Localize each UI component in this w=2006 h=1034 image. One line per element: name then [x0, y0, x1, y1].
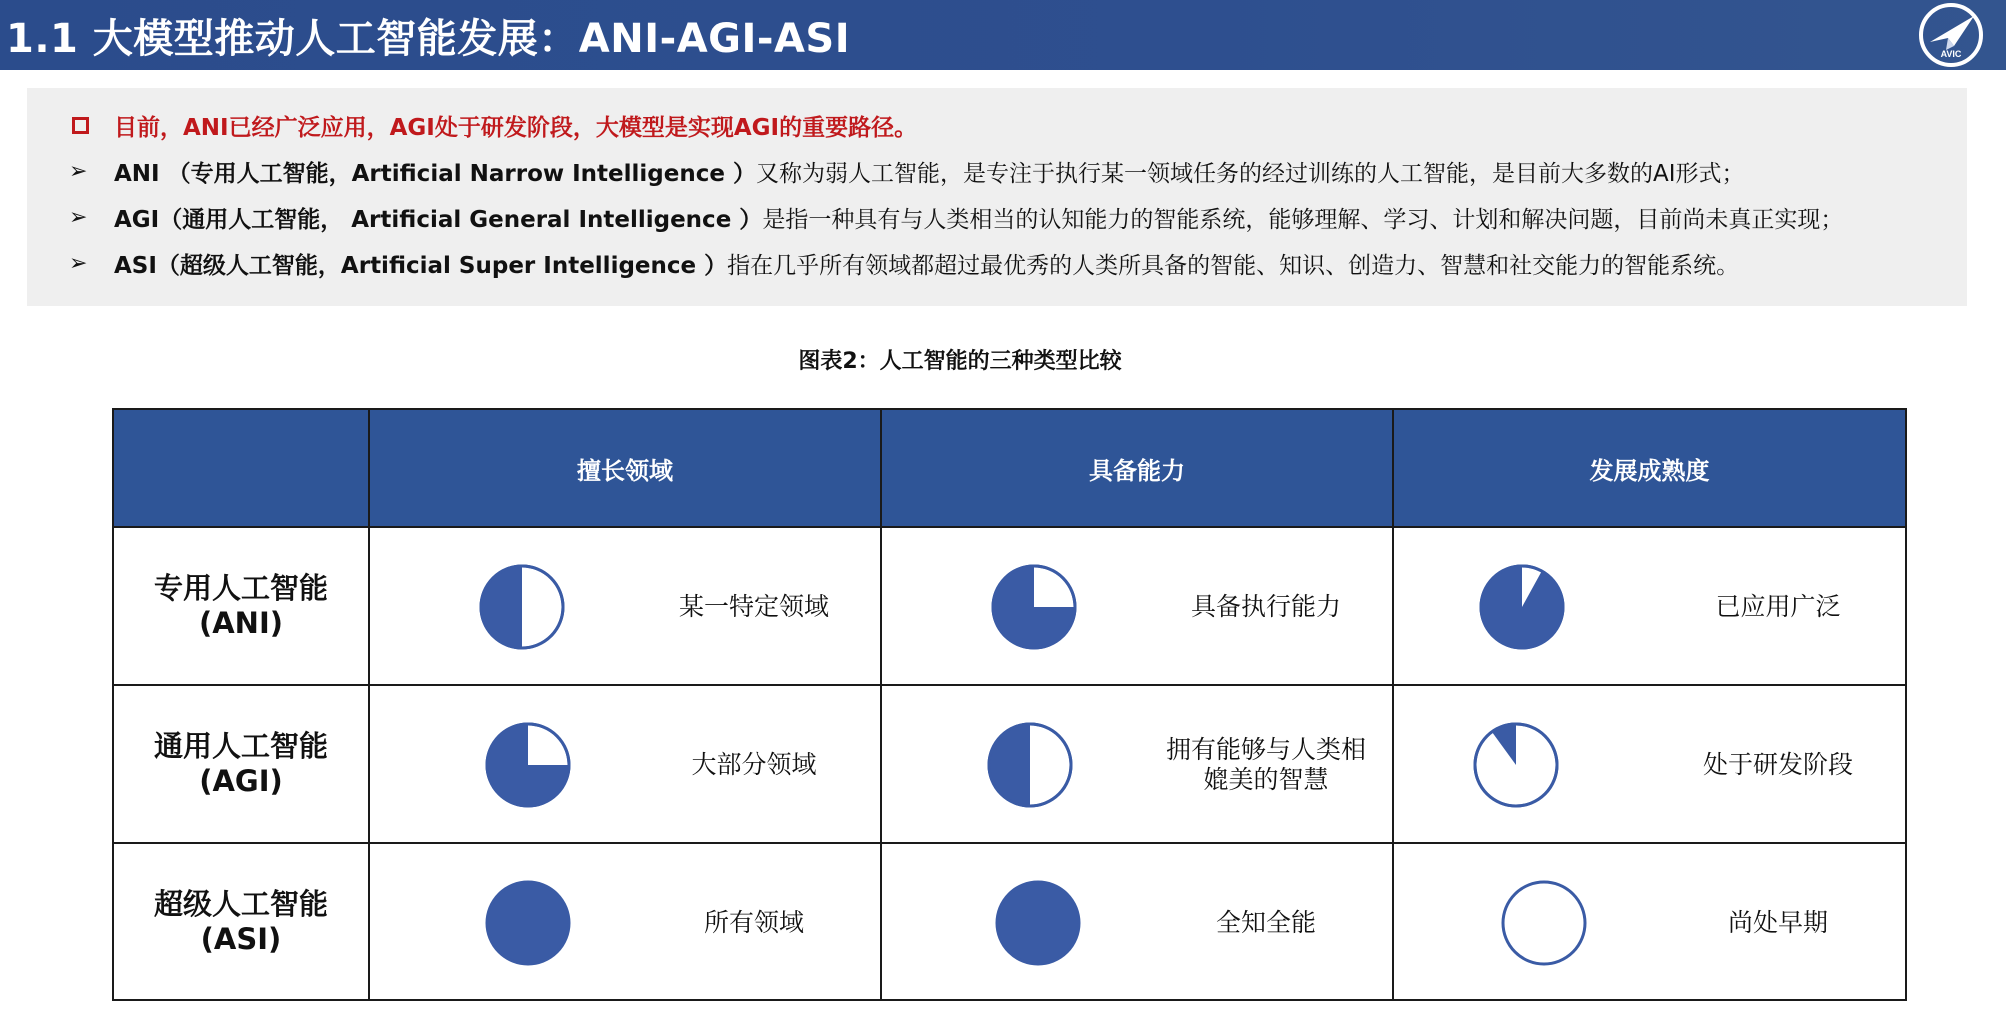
summary-box	[27, 88, 1967, 306]
harvey-ball-icon	[1477, 562, 1567, 652]
harvey-ball-icon	[989, 562, 1079, 652]
table-cell	[1394, 528, 1905, 684]
column-header-domain: 擅长领域	[577, 456, 673, 485]
row-label	[114, 528, 368, 684]
harvey-ball-icon	[993, 878, 1083, 968]
header-corner-cell	[114, 410, 370, 526]
table-cell	[882, 686, 1394, 842]
table-cell	[370, 686, 882, 842]
harvey-ball-icon	[477, 562, 567, 652]
column-header-maturity: 发展成熟度	[1589, 456, 1710, 485]
description-line: 某一特定领域	[678, 592, 829, 621]
item-text: 指在几乎所有领域都超过最优秀的人类所具备的智能、知识、创造力、智慧和社交能力的智能系统。	[727, 252, 1740, 279]
description-line: 具备执行能力	[1190, 592, 1341, 621]
avic-logo-icon	[1918, 2, 1984, 68]
harvey-ball-icon	[1471, 720, 1561, 810]
cell-description	[634, 750, 874, 780]
pie-fill	[989, 724, 1030, 806]
table-row	[114, 526, 1905, 684]
item-term: ANI （专用人工智能，Artificial Narrow Intelligence ）	[114, 160, 756, 187]
description-line: 全知全能	[1215, 908, 1316, 937]
row-label-cell	[114, 686, 370, 842]
description-line: 已应用广泛	[1715, 592, 1841, 621]
table-cell	[882, 528, 1394, 684]
header-cell	[882, 410, 1394, 526]
description-line: 尚处早期	[1727, 908, 1828, 937]
harvey-ball-icon	[1499, 878, 1589, 968]
summary-item-asi	[42, 245, 1739, 281]
table-row	[114, 842, 1905, 1000]
row-label-en: (AGI)	[199, 764, 283, 798]
table-cell	[882, 844, 1394, 1000]
harvey-ball-icon	[483, 878, 573, 968]
arrow-bullet-icon: ➢	[69, 158, 88, 184]
row-label-en: (ANI)	[198, 606, 283, 640]
table-cell	[370, 844, 882, 1000]
row-label-cn: 超级人工智能	[153, 887, 328, 921]
cell-description	[1658, 750, 1898, 780]
pie-outline	[1503, 882, 1585, 964]
row-label	[114, 844, 368, 1000]
cell-description	[1146, 735, 1386, 795]
logo-text: AVIC	[1940, 49, 1962, 59]
item-term: AGI（通用人工智能， Artificial General Intelligence ）	[114, 206, 763, 233]
pie-outline	[997, 882, 1079, 964]
row-label-cn: 专用人工智能	[153, 571, 328, 605]
row-label-cn: 通用人工智能	[153, 729, 328, 763]
table-cell	[1394, 844, 1905, 1000]
harvey-ball-icon	[985, 720, 1075, 810]
cell-description	[634, 592, 874, 622]
description-line: 拥有能够与人类相	[1165, 735, 1366, 764]
column-header-ability: 具备能力	[1089, 456, 1185, 485]
item-text: 是指一种具有与人类相当的认知能力的智能系统，能够理解、学习、计划和解决问题，目前尚未真正实现；	[762, 206, 1844, 233]
table-cell	[1394, 686, 1905, 842]
description-line: 所有领域	[703, 908, 804, 937]
pie-outline	[487, 882, 569, 964]
table-header-row	[114, 410, 1905, 526]
cell-description	[1146, 592, 1386, 622]
row-label	[114, 686, 368, 842]
headline-text: 目前，ANI已经广泛应用，AGI处于研发阶段，大模型是实现AGI的重要路径。	[114, 114, 918, 141]
item-text: 又称为弱人工智能，是专注于执行某一领域任务的经过训练的人工智能，是目前大多数的AI形式；	[755, 160, 1745, 187]
summary-item-agi	[42, 199, 1843, 235]
table-cell	[370, 528, 882, 684]
arrow-bullet-icon: ➢	[69, 204, 88, 230]
header-cell	[1394, 410, 1905, 526]
pie-fill	[481, 566, 522, 648]
row-label-en: (ASI)	[200, 922, 282, 956]
square-bullet-icon	[42, 117, 114, 134]
cell-description	[1658, 908, 1898, 938]
description-line: 大部分领域	[691, 750, 817, 779]
row-label-cell	[114, 844, 370, 1000]
cell-description	[634, 908, 874, 938]
harvey-ball-icon	[483, 720, 573, 810]
description-line: 媲美的智慧	[1203, 765, 1329, 794]
item-term: ASI（超级人工智能，Artificial Super Intelligence ）	[114, 252, 728, 279]
description-line: 处于研发阶段	[1702, 750, 1853, 779]
summary-headline	[42, 107, 917, 143]
title-bar	[0, 0, 2006, 70]
table-row	[114, 684, 1905, 842]
cell-description	[1146, 908, 1386, 938]
row-label-cell	[114, 528, 370, 684]
page-title: 1.1 大模型推动人工智能发展：ANI-AGI-ASI	[6, 15, 851, 62]
table-caption: 图表2：人工智能的三种类型比较	[798, 349, 1122, 374]
summary-item-ani	[42, 153, 1745, 189]
arrow-bullet-icon: ➢	[69, 250, 88, 276]
comparison-table	[112, 408, 1907, 1001]
cell-description	[1658, 592, 1898, 622]
header-cell	[370, 410, 882, 526]
